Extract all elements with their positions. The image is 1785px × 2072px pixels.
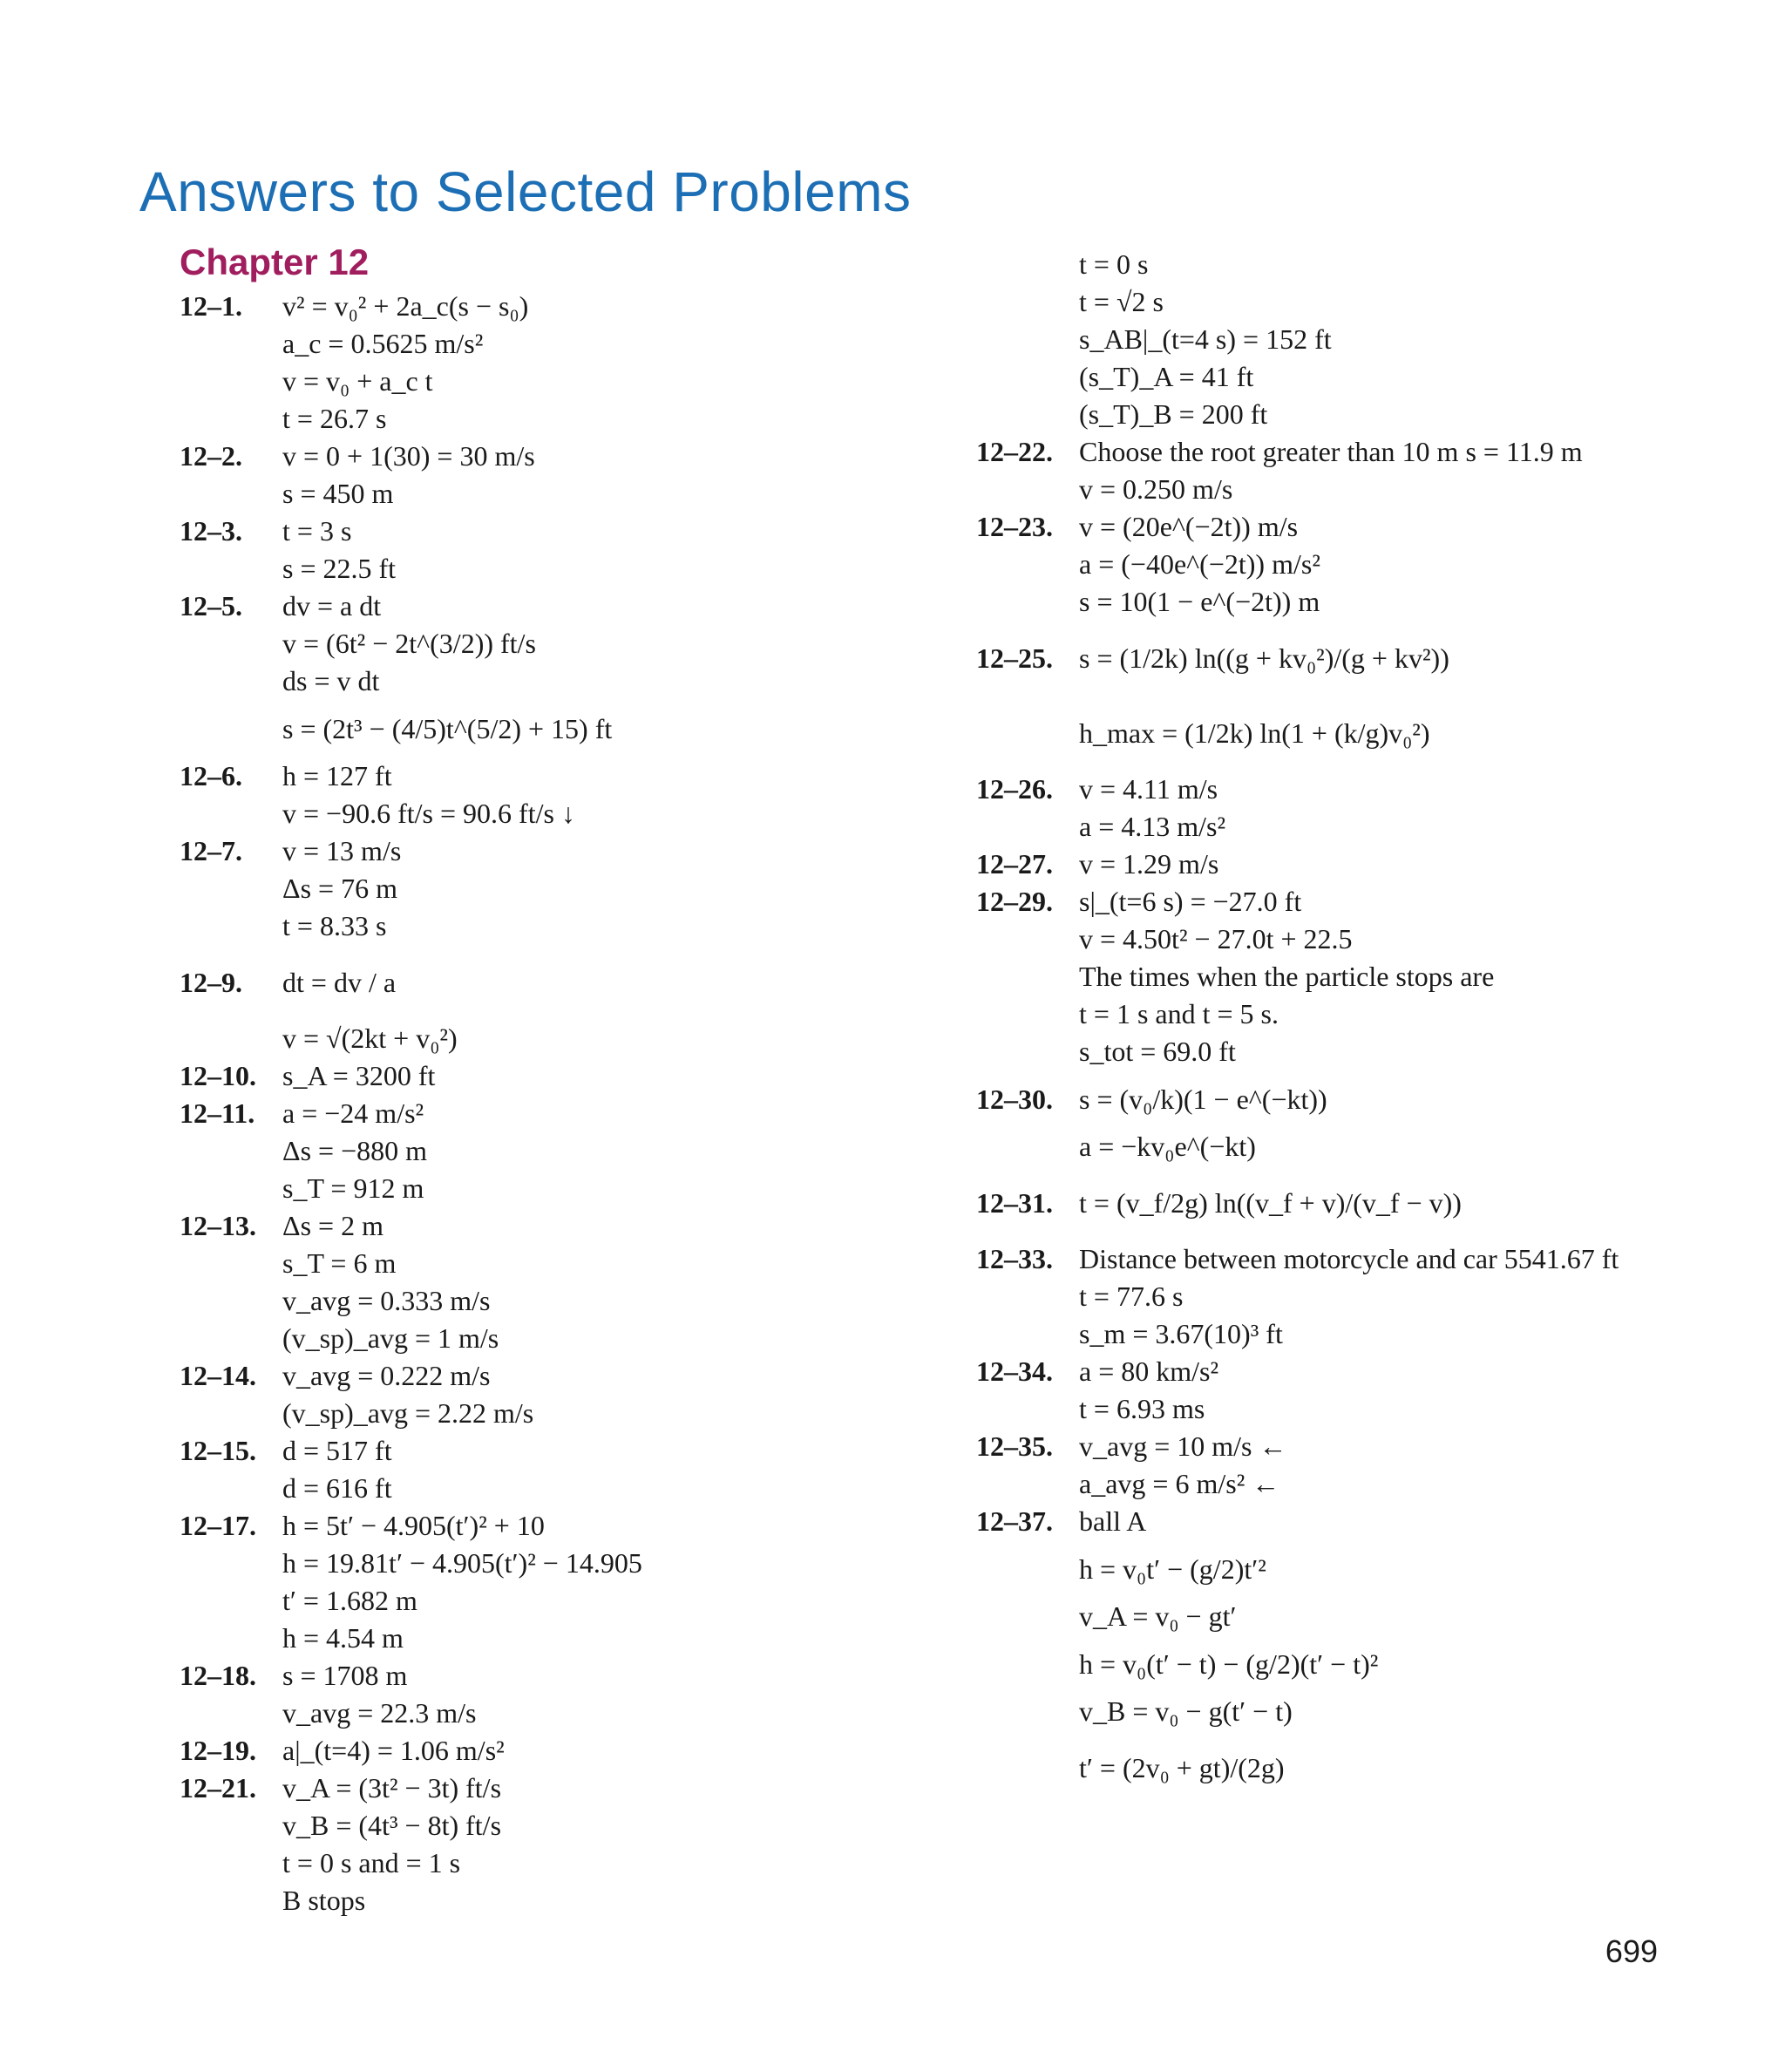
problem-number: 12–33.: [976, 1243, 1053, 1274]
answer-line: [180, 1170, 964, 1207]
equation: (s_T)_B = 200 ft: [1079, 398, 1268, 430]
answer-line: [180, 1882, 964, 1919]
equation: ds = v dt: [282, 665, 380, 696]
answer-line: [976, 883, 1761, 921]
equation: v_B = (4t³ − 8t) ft/s: [282, 1810, 502, 1841]
answer-line: [180, 400, 964, 438]
equation: a = (−40e^(−2t)) m/s²: [1079, 548, 1320, 580]
problem-number: 12–10.: [180, 1060, 256, 1091]
answer-line: [180, 550, 964, 588]
answer-line: [976, 696, 1761, 771]
answer-line: [976, 995, 1761, 1033]
equation: h = v₀(t′ − t) − (g/2)(t′ − t)²: [1079, 1647, 1379, 1680]
answer-line: [180, 625, 964, 662]
answer-line: [180, 907, 964, 945]
problem-number: 12–6.: [180, 760, 242, 791]
equation: t = 8.33 s: [282, 910, 387, 941]
answer-line: [180, 1844, 964, 1882]
answer-line: [180, 795, 964, 832]
problem-number: 12–37.: [976, 1505, 1053, 1537]
equation: s = (1/2k) ln((g + kv₀²)/(g + kv²)): [1079, 642, 1449, 674]
page-title: Answers to Selected Problems: [139, 160, 912, 223]
equation: t = 0 s: [1079, 248, 1149, 280]
equation: s = (2t³ − (4/5)t^(5/2) + 15) ft: [282, 712, 613, 744]
equation: t = 6.93 ms: [1079, 1393, 1205, 1424]
equation: h_max = (1/2k) ln(1 + (k/g)v₀²): [1079, 717, 1430, 749]
equation: Distance between motorcycle and car 5541.67 ft: [1079, 1243, 1619, 1274]
equation: a_c = 0.5625 m/s²: [282, 328, 484, 359]
equation: h = 4.54 m: [282, 1622, 404, 1654]
equation: s = 22.5 ft: [282, 553, 397, 584]
problem-number: 12–11.: [180, 1097, 255, 1129]
equation: v_avg = 0.222 m/s: [282, 1360, 491, 1391]
equation: t = 0 s and = 1 s: [282, 1847, 461, 1878]
answer-line: [976, 508, 1761, 546]
problem-12-26: [976, 771, 1761, 846]
left-column: [180, 288, 964, 1919]
equation: v_A = v₀ − gt′: [1079, 1600, 1237, 1632]
answer-line: [976, 358, 1761, 396]
answer-line: [180, 757, 964, 795]
answer-line: [976, 1070, 1761, 1128]
equation: v_avg = 10 m/s ←: [1079, 1430, 1287, 1462]
answer-line: [976, 958, 1761, 995]
answer-line: [180, 1207, 964, 1245]
problem-number: 12–7.: [180, 835, 242, 866]
answer-line: [976, 283, 1761, 321]
equation: s_T = 6 m: [282, 1247, 397, 1279]
problem-12-35: [976, 1428, 1761, 1503]
problem-12-29: [976, 883, 1761, 1070]
equation: d = 517 ft: [282, 1435, 392, 1466]
equation: The times when the particle stops are: [1079, 961, 1495, 992]
answer-line: [180, 1132, 964, 1170]
equation: h = 19.81t′ − 4.905(t′)² − 14.905: [282, 1547, 642, 1579]
right-column: [976, 246, 1761, 1805]
problem-number: 12–5.: [180, 590, 242, 622]
problem-12-3: [180, 513, 964, 588]
equation: t = (v_f/2g) ln((v_f + v)/(v_f − v)): [1079, 1186, 1462, 1219]
answer-line: [180, 588, 964, 625]
problem-number: 12–26.: [976, 773, 1053, 805]
problem-12-17: [180, 1507, 964, 1657]
equation: s_tot = 69.0 ft: [1079, 1036, 1236, 1067]
answer-line: [976, 1730, 1761, 1805]
equation: Δs = −880 m: [282, 1135, 428, 1166]
problem-12-2: [180, 438, 964, 513]
equation: v = √(2kt + v₀²): [282, 1022, 458, 1054]
answer-line: [976, 846, 1761, 883]
equation: t = 1 s and t = 5 s.: [1079, 998, 1279, 1029]
equation: v = v₀ + a_c t: [282, 365, 433, 397]
answer-line: [180, 1807, 964, 1844]
chapter-heading: Chapter 12: [180, 241, 370, 282]
answer-line: [976, 621, 1761, 696]
answer-line: [180, 1020, 964, 1057]
problem-number: 12–25.: [976, 642, 1053, 674]
answer-line: [180, 700, 964, 757]
answer-line: [976, 1540, 1761, 1598]
problem-12-18: [180, 1657, 964, 1732]
answer-line: [180, 325, 964, 363]
problem-number: 12–35.: [976, 1430, 1053, 1462]
answer-line: [180, 363, 964, 400]
equation: v = 13 m/s: [282, 835, 402, 866]
answer-line: [976, 583, 1761, 621]
equation: t′ = (2v₀ + gt)/(2g): [1079, 1751, 1285, 1783]
answer-line: [180, 1395, 964, 1432]
answer-line: [976, 1033, 1761, 1070]
problem-number: 12–29.: [976, 886, 1053, 917]
equation: t = 26.7 s: [282, 403, 387, 434]
answer-line: [180, 1432, 964, 1470]
problem-12-22: [976, 433, 1761, 508]
problem-12-31: [976, 1165, 1761, 1240]
equation: dv = a dt: [282, 590, 382, 622]
equation: v = (6t² − 2t^(3/2)) ft/s: [282, 628, 536, 659]
equation: s_T = 912 m: [282, 1172, 424, 1204]
problem-12-21: [180, 1770, 964, 1919]
problem-12-25: [976, 621, 1761, 771]
equation: v_avg = 0.333 m/s: [282, 1285, 491, 1316]
answer-line: [180, 1245, 964, 1282]
answer-line: [976, 808, 1761, 846]
answer-line: [180, 1282, 964, 1320]
equation: t = 3 s: [282, 515, 352, 547]
answer-line: [180, 1320, 964, 1357]
problem-number: 12–22.: [976, 436, 1053, 467]
answer-line: [976, 396, 1761, 433]
answer-line: [976, 771, 1761, 808]
problem-12-23: [976, 508, 1761, 621]
equation: s = (v₀/k)(1 − e^(−kt)): [1079, 1083, 1327, 1115]
equation: v = −90.6 ft/s = 90.6 ft/s ↓: [282, 798, 575, 829]
problem-number: 12–15.: [180, 1435, 256, 1466]
problem-number: 12–27.: [976, 848, 1053, 880]
equation: v² = v₀² + 2a_c(s − s₀): [282, 290, 529, 322]
answer-line: [180, 1695, 964, 1732]
answer-line: [180, 475, 964, 513]
equation: h = 127 ft: [282, 760, 392, 791]
equation: s = 1708 m: [282, 1660, 408, 1691]
problem-number: 12–30.: [976, 1083, 1053, 1115]
equation: Choose the root greater than 10 m s = 11.9 m: [1079, 436, 1583, 467]
problem-12-13: [180, 1207, 964, 1357]
equation: a = 80 km/s²: [1079, 1355, 1219, 1387]
answer-line: [180, 1545, 964, 1582]
answer-line: [180, 870, 964, 907]
answer-line: [180, 832, 964, 870]
answer-line: [976, 1503, 1761, 1540]
problem-12-10: [180, 1057, 964, 1095]
equation: ball A: [1079, 1505, 1147, 1537]
problem-12-33: [976, 1240, 1761, 1353]
answer-line: [976, 246, 1761, 283]
problem-12-7: [180, 832, 964, 945]
answer-line: [180, 1657, 964, 1695]
problem-12-5: [180, 588, 964, 757]
problem-12-34: [976, 1353, 1761, 1428]
answer-line: [180, 438, 964, 475]
problem-number: 12–9.: [180, 966, 242, 998]
answer-line: [976, 1693, 1761, 1730]
equation: v_avg = 22.3 m/s: [282, 1697, 477, 1729]
problem-number: 12–13.: [180, 1210, 256, 1241]
answer-line: [976, 1278, 1761, 1315]
answer-line: [180, 1470, 964, 1507]
equation: h = 5t′ − 4.905(t′)² + 10: [282, 1510, 545, 1541]
equation: v = 0.250 m/s: [1079, 473, 1233, 505]
answer-line: [976, 546, 1761, 583]
answer-line: [976, 1353, 1761, 1390]
equation: t′ = 1.682 m: [282, 1585, 417, 1616]
problem-12-30: [976, 1070, 1761, 1165]
answer-line: [180, 1582, 964, 1620]
problem-12-21-continued: [976, 246, 1761, 433]
answer-line: [976, 433, 1761, 471]
equation: a = 4.13 m/s²: [1079, 811, 1226, 842]
equation: a_avg = 6 m/s² ←: [1079, 1468, 1280, 1499]
problem-number: 12–21.: [180, 1772, 256, 1804]
answer-line: [976, 1598, 1761, 1635]
problem-number: 12–17.: [180, 1510, 256, 1541]
answer-line: [976, 1165, 1761, 1240]
answer-line: [180, 1357, 964, 1395]
equation: v = 0 + 1(30) = 30 m/s: [282, 440, 535, 472]
answer-line: [976, 1315, 1761, 1353]
problem-number: 12–31.: [976, 1186, 1053, 1219]
answer-line: [180, 1057, 964, 1095]
answer-line: [976, 1390, 1761, 1428]
problem-number: 12–2.: [180, 440, 242, 472]
equation: s = 450 m: [282, 478, 394, 509]
answer-line: [180, 1732, 964, 1770]
answer-line: [976, 921, 1761, 958]
equation: v = 4.50t² − 27.0t + 22.5: [1079, 923, 1353, 954]
problem-number: 12–3.: [180, 515, 242, 547]
equation: Δs = 2 m: [282, 1210, 383, 1241]
answer-line: [976, 1465, 1761, 1503]
problem-12-14: [180, 1357, 964, 1432]
problem-12-19: [180, 1732, 964, 1770]
equation: a|_(t=4) = 1.06 m/s²: [282, 1735, 505, 1766]
equation: v = 4.11 m/s: [1079, 773, 1218, 805]
problem-number: 12–14.: [180, 1360, 256, 1391]
problem-12-9: [180, 945, 964, 1057]
problem-12-6: [180, 757, 964, 832]
equation: v_A = (3t² − 3t) ft/s: [282, 1772, 502, 1804]
answer-line: [976, 1240, 1761, 1278]
equation: v_B = v₀ − g(t′ − t): [1079, 1695, 1293, 1727]
answer-line: [180, 1770, 964, 1807]
equation: s_AB|_(t=4 s) = 152 ft: [1079, 323, 1332, 355]
answer-line: [180, 1507, 964, 1545]
equation: v = 1.29 m/s: [1079, 848, 1219, 880]
answer-line: [976, 471, 1761, 508]
equation: a = −kv₀e^(−kt): [1079, 1131, 1256, 1162]
answer-line: [180, 1620, 964, 1657]
equation: (v_sp)_avg = 1 m/s: [282, 1322, 499, 1354]
answer-line: [976, 1428, 1761, 1465]
problem-number: 12–19.: [180, 1735, 256, 1766]
problem-12-11: [180, 1095, 964, 1207]
equation: dt = dv / a: [282, 966, 397, 998]
equation: d = 616 ft: [282, 1472, 392, 1504]
equation: t = 77.6 s: [1079, 1281, 1184, 1312]
equation: (v_sp)_avg = 2.22 m/s: [282, 1397, 534, 1429]
problem-12-1: [180, 288, 964, 438]
problem-number: 12–18.: [180, 1660, 256, 1691]
equation: s = 10(1 − e^(−2t)) m: [1079, 586, 1320, 617]
problem-number: 12–1.: [180, 290, 242, 322]
equation: t = √2 s: [1079, 286, 1164, 317]
equation: Δs = 76 m: [282, 873, 397, 904]
equation: (s_T)_A = 41 ft: [1079, 361, 1254, 392]
problem-number: 12–34.: [976, 1355, 1053, 1387]
problem-number: 12–23.: [976, 511, 1053, 542]
answer-line: [180, 1095, 964, 1132]
page-number: 699: [1605, 1933, 1658, 1969]
equation: h = v₀t′ − (g/2)t′²: [1079, 1552, 1266, 1585]
answer-line: [180, 513, 964, 550]
equation: v = (20e^(−2t)) m/s: [1079, 511, 1299, 542]
answer-line: [180, 288, 964, 325]
problem-12-15: [180, 1432, 964, 1507]
equation: s_A = 3200 ft: [282, 1060, 436, 1091]
equation: s_m = 3.67(10)³ ft: [1079, 1318, 1283, 1349]
answer-line: [976, 1128, 1761, 1165]
answer-line: [976, 321, 1761, 358]
problem-12-27: [976, 846, 1761, 883]
equation: s|_(t=6 s) = −27.0 ft: [1079, 886, 1302, 917]
equation: B stops: [282, 1885, 366, 1916]
answer-line: [180, 945, 964, 1020]
equation: a = −24 m/s²: [282, 1097, 424, 1129]
answer-line: [180, 662, 964, 700]
answer-line: [976, 1635, 1761, 1693]
problem-12-37: [976, 1503, 1761, 1805]
